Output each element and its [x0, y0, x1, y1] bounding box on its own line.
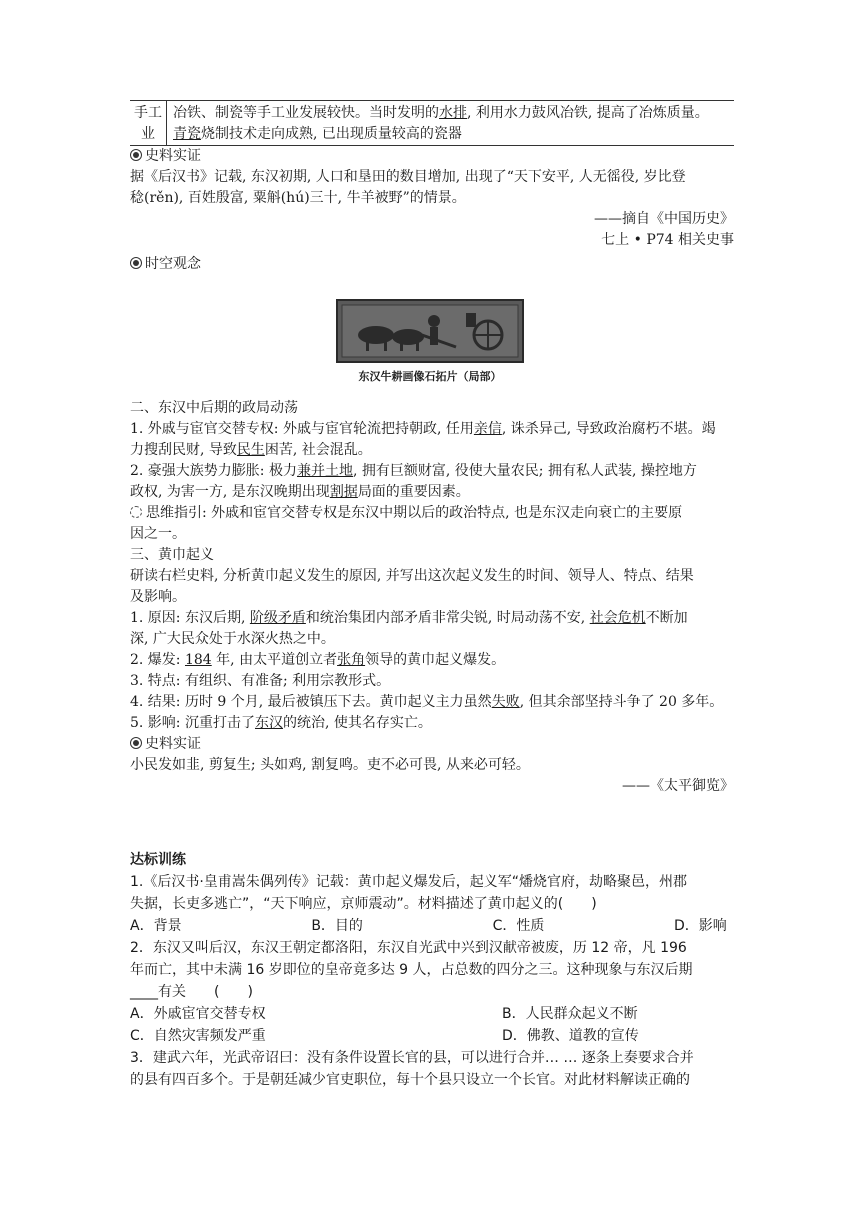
section-2-point-1a: 1. 外戚与宦官交替专权: 外戚与宦官轮流把持朝政, 任用亲信, 诛杀异己, 导致政治腐朽不堪。竭: [130, 421, 716, 437]
q1-line-1: 1.《后汉书·皇甫嵩朱偶列传》记载：黄巾起义爆发后，起义军“燔烧官府，劫略聚邑，州郡: [130, 874, 688, 890]
section-3-intro-2: 及影响。: [130, 589, 186, 605]
section-2-point-2b: 政权, 为害一方, 是东汉晚期出现割据局面的重要因素。: [130, 484, 470, 500]
source-2-citation: ——《太平御览》: [622, 778, 734, 794]
spacetime-heading: 时空观念: [130, 254, 734, 275]
q2-option-d[interactable]: D．佛教、道教的宣传: [502, 1028, 639, 1044]
q2-option-b[interactable]: B．人民群众起义不断: [502, 1006, 638, 1022]
table-label: 手工业: [130, 101, 167, 146]
section-2-title: 二、东汉中后期的政局动荡: [130, 400, 298, 416]
q3-line-1: 3．建武六年，光武帝诏曰：没有条件设置长官的县，可以进行合并… … 逐条上奏要求合并: [130, 1050, 694, 1066]
q2-options-row-2: [130, 1025, 734, 1047]
influence-line: 5. 影响: 沉重打击了东汉的统治, 使其名存实亡。: [130, 715, 432, 731]
q2-option-a[interactable]: A．外戚宦官交替专权: [130, 1006, 266, 1022]
section-3-title: 三、黄巾起义: [130, 547, 214, 563]
cause-line-1: 1. 原因: 东汉后期, 阶级矛盾和统治集团内部矛盾非常尖锐, 时局动荡不安, 社会危机不断加: [130, 610, 688, 626]
source-text-2: 稔(rěn), 百姓殷富, 粟斛(hú)三十, 牛羊被野”的情景。: [130, 190, 466, 206]
handicraft-table: [130, 100, 734, 146]
result-line: 4. 结果: 历时 9 个月, 最后被镇压下去。黄巾起义主力虽然失败, 但其余部坚持斗争了 20 多年。: [130, 694, 724, 710]
source-page-ref: 七上 • P74 相关史事: [601, 232, 734, 248]
q1-option-c[interactable]: C．性质: [492, 918, 545, 934]
source-citation: ——摘自《中国历史》: [594, 211, 734, 227]
table-content: [167, 101, 735, 146]
q1-option-d[interactable]: D．影响: [673, 918, 727, 934]
q3-line-2: 的县有四百多个。于是朝廷减少官吏职位，每十个县只设立一个长官。对此材料解读正确的: [130, 1072, 690, 1088]
cause-line-2: 深, 广大民众处于水深火热之中。: [130, 631, 335, 647]
table-line-1: 冶铁、制瓷等手工业发展较快。当时发明的水排, 利用水力鼓风冶铁, 提高了冶炼质量。: [173, 105, 709, 121]
section-3-intro-1: 研读右栏史料, 分析黄巾起义发生的原因, 并写出这次起义发生的时间、领导人、特点、结果: [130, 568, 694, 584]
table-line-2: 青瓷烧制技术走向成熟, 已出现质量较高的瓷器: [173, 126, 462, 142]
thinking-guide-2: 因之一。: [130, 526, 186, 542]
target-icon: [130, 737, 142, 749]
source-heading-1: 史料实证: [130, 146, 734, 167]
q2-line-1: 2．东汉又叫后汉，东汉王朝定都洛阳，东汉自光武中兴到汉献帝被废，历 12 帝，凡 196: [130, 940, 687, 956]
q2-line-2: 年而亡，其中未满 16 岁即位的皇帝竟多达 9 人，占总数的四分之三。这种现象与东汉后期: [130, 962, 693, 978]
section-2: [130, 398, 734, 797]
thinking-guide-1: 思维指引: 外戚和宦官交替专权是东汉中期以后的政治特点, 也是东汉走向衰亡的主要原: [130, 503, 734, 524]
q2-options-row-1: [130, 1003, 734, 1025]
features-line: 3. 特点: 有组织、有准备; 利用宗教形式。: [130, 673, 391, 689]
source-text-1: 据《后汉书》记载, 东汉初期, 人口和垦田的数目增加, 出现了“天下安平, 人无徭役, 岁比登: [130, 169, 686, 185]
q1-line-2: 失据，长吏多逃亡”，“天下响应，京师震动”。材料描述了黄巾起义的( ): [130, 896, 597, 912]
q1-option-a[interactable]: A．背景: [130, 918, 182, 934]
training-section: [130, 849, 734, 1091]
outbreak-line: 2. 爆发: 184 年, 由太平道创立者张角领导的黄巾起义爆发。: [130, 652, 506, 668]
section-2-point-2a: 2. 豪强大族势力膨胀: 极力兼并土地, 拥有巨额财富, 役使大量农民; 拥有私人武装, 操控地方: [130, 463, 697, 479]
source-2-text: 小民发如韭, 剪复生; 头如鸡, 割复鸣。吏不必可畏, 从来必可轻。: [130, 757, 530, 773]
figure-caption: 东汉牛耕画像石拓片（局部）: [358, 370, 502, 383]
source-heading-2: 史料实证: [130, 734, 734, 755]
q2-option-c[interactable]: C．自然灾害频发严重: [130, 1028, 266, 1044]
q1-option-b[interactable]: B．目的: [311, 918, 363, 934]
section-2-point-1b: 力搜刮民财, 导致民生困苦, 社会混乱。: [130, 442, 372, 458]
page-content: [130, 100, 734, 275]
ox-plough-rubbing-image: [336, 299, 524, 363]
q2-line-3: ____有关 ( ): [130, 984, 253, 1000]
q1-options: [130, 915, 734, 937]
target-icon: [130, 149, 142, 161]
training-title: 达标训练: [130, 852, 186, 868]
target-icon: [130, 257, 142, 269]
thinking-icon: [130, 506, 142, 518]
